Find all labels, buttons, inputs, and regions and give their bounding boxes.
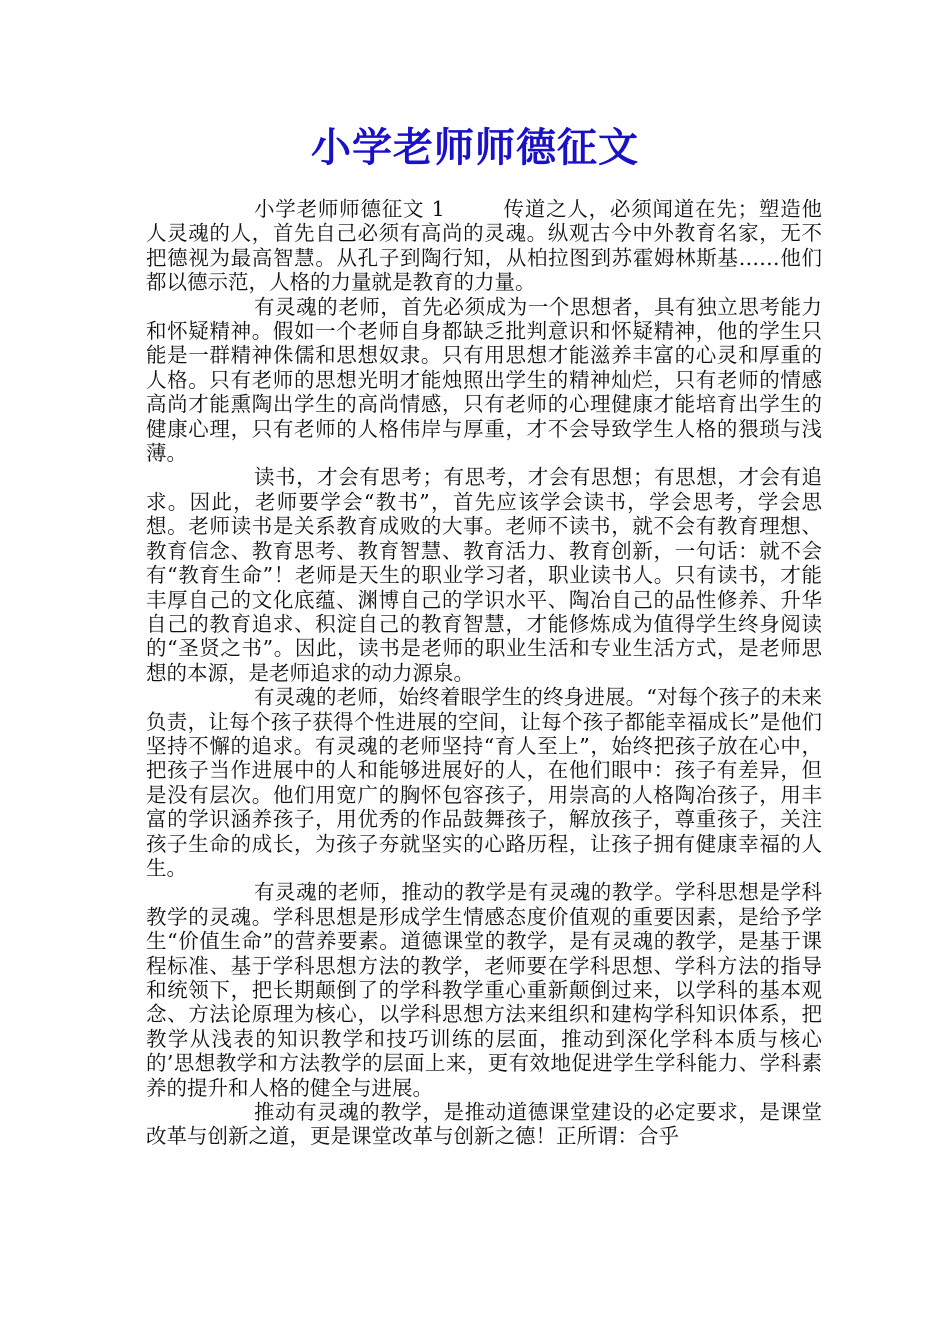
paragraph-4: 有灵魂的老师，始终着眼学生的终身进展。“对每个孩子的未来负责，让每个孩子获得个性进展的空间，让每个孩子都能幸福成长”是他们坚持不懈的追求。有灵魂的老师坚持“育人至上”，始终把孩子放在心中，把孩子当作进展中的人和能够进展好的人，在他们眼中：孩子有差异，但是没有层次。他们用宽广的胸怀包容孩子，用崇高的人格陶冶孩子，用丰富的学识涵养孩子，用优秀的作品鼓舞孩子，解放孩子，尊重孩子，关注孩子生命的成长，为孩子夯就坚实的心路历程，让孩子拥有健康幸福的人生。: [146, 685, 822, 880]
document-body: [146, 197, 822, 1149]
paragraph-6: 推动有灵魂的教学，是推动道德课堂建设的必定要求，是课堂改革与创新之道，更是课堂改革与创新之德！正所谓：合乎: [146, 1100, 822, 1149]
paragraph-2: 有灵魂的老师，首先必须成为一个思想者，具有独立思考能力和怀疑精神。假如一个老师自身都缺乏批判意识和怀疑精神，他的学生只能是一群精神侏儒和思想奴隶。只有用思想才能滋养丰富的心灵和厚重的人格。只有老师的思想光明才能烛照出学生的精神灿烂，只有老师的情感高尚才能熏陶出学生的高尚情感，只有老师的心理健康才能培育出学生的健康心理，只有老师的人格伟岸与厚重，才不会导致学生人格的猥琐与浅薄。: [146, 294, 822, 466]
paragraph-5: 有灵魂的老师，推动的教学是有灵魂的教学。学科思想是学科教学的灵魂。学科思想是形成学生情感态度价值观的重要因素，是给予学生“价值生命”的营养要素。道德课堂的教学，是有灵魂的教学，是基于课程标准、基于学科思想方法的教学，老师要在学科思想、学科方法的指导和统领下，把长期颠倒了的学科教学重心重新颠倒过来，以学科的基本观念、方法论原理为核心，以学科思想方法来组织和建构学科知识体系，把教学从浅表的知识教学和技巧训练的层面，推动到深化学科本质与核心的’思想教学和方法教学的层面上来，更有效地促进学生学科能力、学科素养的提升和人格的健全与进展。: [146, 880, 822, 1100]
document-title: 小学老师师德征文: [311, 124, 639, 171]
paragraph-1-text: 传道之人，必须闻道在先；塑造他人灵魂的人，首先自己必须有高尚的灵魂。纵观古今中外教育名家，无不把德视为最高智慧。从孔子到陶行知，从柏拉图到苏霍姆林斯基……他们都以德示范，人格的力量就是教育的力量。: [146, 197, 823, 295]
paragraph-3: 读书，才会有思考；有思考，才会有思想；有思想，才会有追求。因此，老师要学会“教书”，首先应该学会读书，学会思考，学会思想。老师读书是关系教育成败的大事。老师不读书，就不会有教育理想、教育信念、教育思考、教育智慧、教育活力、教育创新，一句话：就不会有“教育生命”！老师是天生的职业学习者，职业读书人。只有读书，才能丰厚自己的文化底蕴、渊博自己的学识水平、陶冶自己的品性修养、升华自己的教育追求、积淀自己的教育智慧，才能修炼成为值得学生终身阅读的“圣贤之书”。因此，读书是老师的职业生活和专业生活方式，是老师思想的本源，是老师追求的动力源泉。: [146, 465, 822, 685]
paragraph-1: [146, 197, 822, 295]
intro-label: 小学老师师德征文 1: [254, 197, 445, 221]
